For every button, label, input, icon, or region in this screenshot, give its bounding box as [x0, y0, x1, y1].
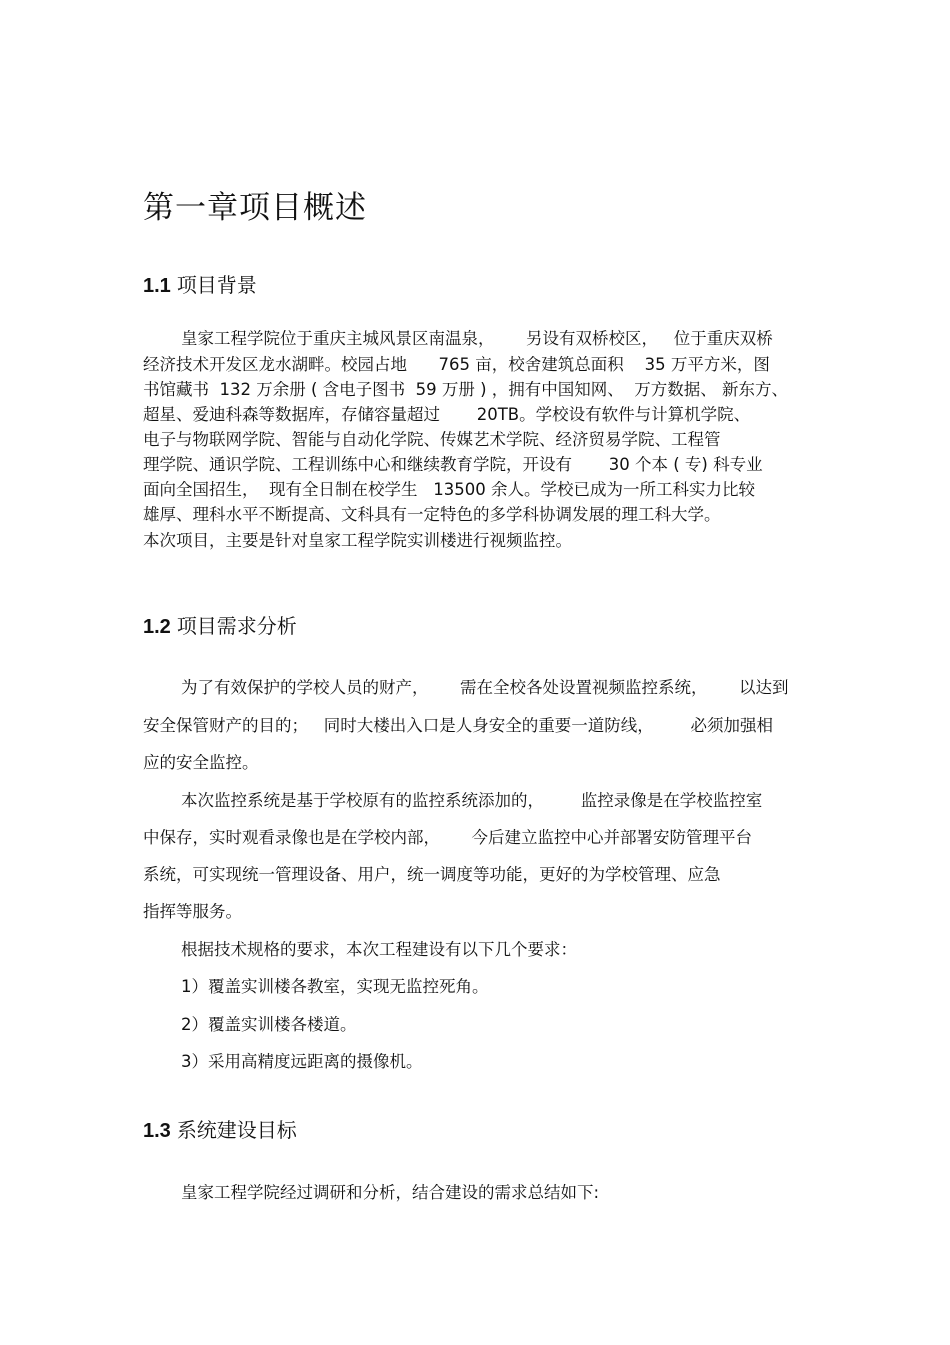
paragraph-line: 超星、爱迪科森等数据库，存储容量超过 20TB。学校设有软件与计算机学院、: [143, 405, 751, 424]
section-number: 1.1: [143, 275, 171, 297]
list-item: 2）覆盖实训楼各楼道。: [181, 1015, 357, 1034]
section-title: 项目需求分析: [176, 614, 297, 638]
section-heading-1-3: [143, 1115, 297, 1146]
paragraph-line: 中保存，实时观看录像也是在学校内部， 今后建立监控中心并部署安防管理平台: [143, 828, 752, 847]
paragraph-line: 为了有效保护的学校人员的财产， 需在全校各处设置视频监控系统， 以达到: [181, 678, 789, 697]
paragraph-line: 安全保管财产的目的； 同时大楼出入口是人身安全的重要一道防线， 必须加强相: [143, 716, 773, 735]
paragraph-line: 书馆藏书 132 万余册 ( 含电子图书 59 万册 ) ，拥有中国知网、 万方数据、 新东方、: [143, 380, 789, 399]
paragraph-line: 雄厚、理科水平不断提高、文科具有一定特色的多学科协调发展的理工科大学。: [143, 505, 721, 524]
section-heading-1-1: [143, 270, 257, 301]
paragraph-line: 系统，可实现统一管理设备、用户，统一调度等功能，更好的为学校管理、应急: [143, 865, 721, 884]
paragraph-line: 皇家工程学院位于重庆主城风景区南温泉， 另设有双桥校区， 位于重庆双桥: [181, 329, 773, 348]
paragraph-line: 皇家工程学院经过调研和分析，结合建设的需求总结如下:: [181, 1183, 600, 1202]
section-number: 1.2: [143, 616, 171, 638]
chapter-title: 第一章项目概述: [143, 190, 367, 226]
paragraph-line: 经济技术开发区龙水湖畔。校园占地 765 亩，校舍建筑总面积 35 万平方米，图: [143, 355, 770, 374]
paragraph-line: 本次监控系统是基于学校原有的监控系统添加的， 监控录像是在学校监控室: [181, 791, 763, 810]
paragraph-line: 理学院、通识学院、工程训练中心和继续教育学院，开设有 30 个本 ( 专) 科专业: [143, 455, 763, 474]
section-number: 1.3: [143, 1120, 171, 1142]
paragraph-line: 电子与物联网学院、智能与自动化学院、传媒艺术学院、经济贸易学院、工程管: [143, 430, 721, 449]
section-heading-1-2: [143, 611, 297, 642]
paragraph-line: 应的安全监控。: [143, 753, 259, 772]
paragraph-line: 面向全国招生， 现有全日制在校学生 13500 余人。学校已成为一所工科实力比较: [143, 480, 755, 499]
paragraph-line: 根据技术规格的要求，本次工程建设有以下几个要求：: [181, 940, 577, 959]
list-item: 1）覆盖实训楼各教室，实现无监控死角。: [181, 977, 489, 996]
section-title: 系统建设目标: [176, 1118, 297, 1142]
section-title: 项目背景: [176, 273, 257, 297]
list-item: 3）采用高精度远距离的摄像机。: [181, 1052, 423, 1071]
paragraph-line: 指挥等服务。: [143, 902, 242, 921]
paragraph-line: 本次项目，主要是针对皇家工程学院实训楼进行视频监控。: [143, 531, 572, 550]
